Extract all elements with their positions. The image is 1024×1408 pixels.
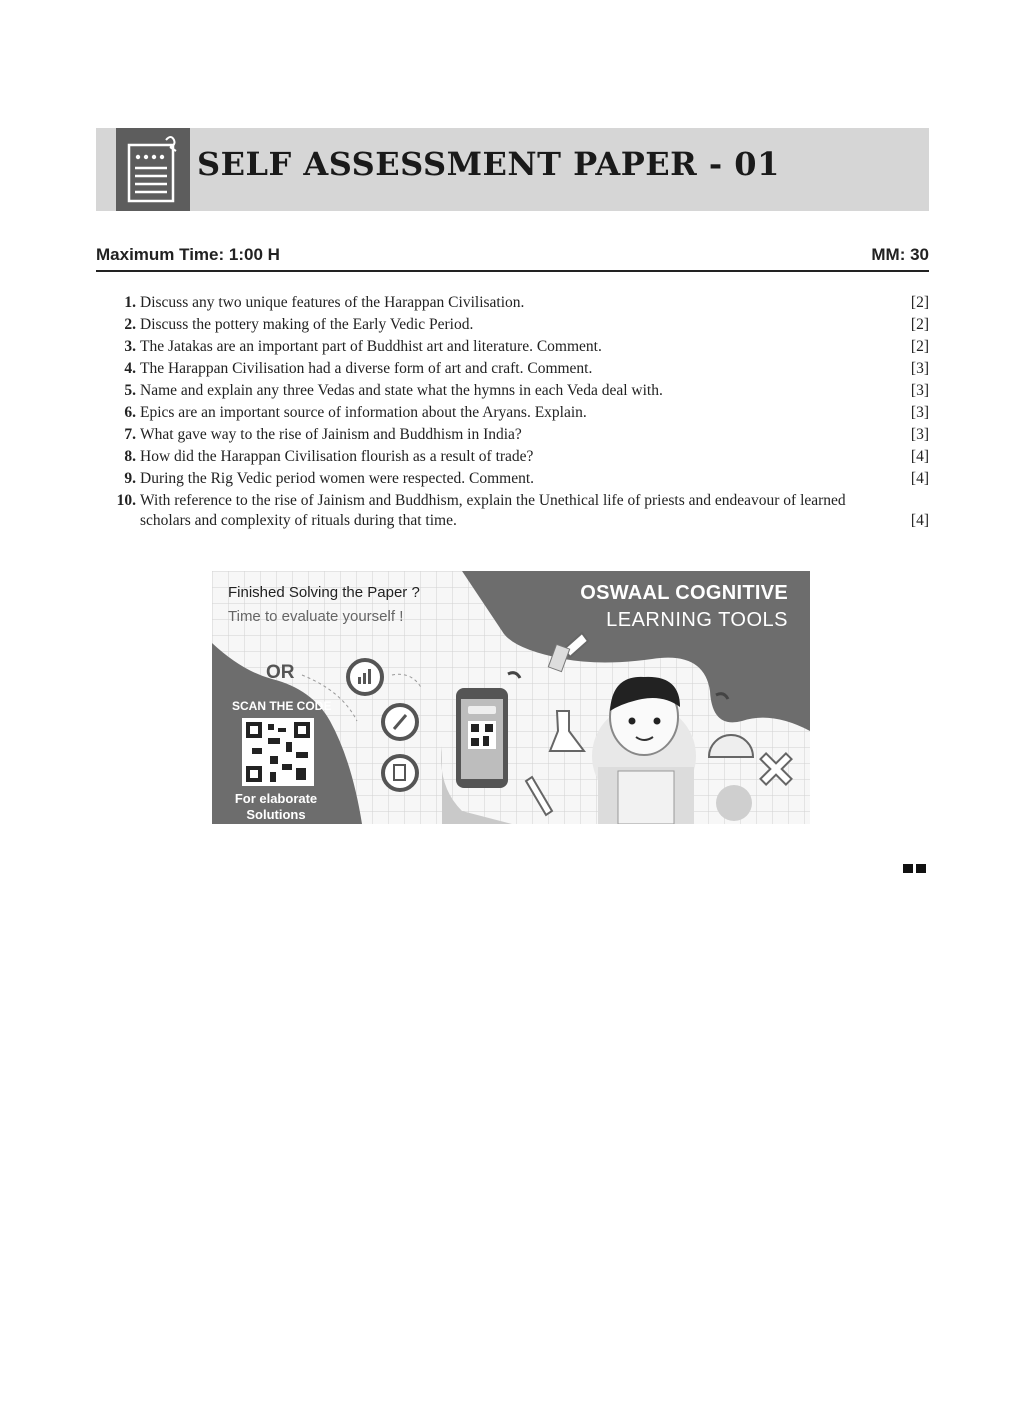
- question-item: [112, 491, 929, 531]
- max-time: Maximum Time: 1:00 H: [96, 245, 280, 264]
- question-item: [112, 359, 929, 379]
- question-item: [112, 469, 929, 489]
- question-list: [112, 293, 929, 533]
- paper-title: SELF ASSESSMENT PAPER - 01: [197, 145, 780, 183]
- question-marks: [4]: [910, 512, 929, 529]
- question-marks: [4]: [910, 448, 929, 465]
- question-marks: [3]: [910, 404, 929, 421]
- question-text: The Jatakas are an important part of Buddhist art and literature. Comment.: [140, 338, 602, 355]
- question-number: 2.: [124, 316, 136, 333]
- question-text: Discuss any two unique features of the Harappan Civilisation.: [140, 294, 525, 311]
- question-text: During the Rig Vedic period women were respected. Comment.: [140, 470, 535, 487]
- question-marks: [3]: [910, 382, 929, 399]
- chart-icon: [348, 660, 382, 694]
- brand-title: OSWAAL COGNITIVE: [580, 582, 788, 604]
- question-number: 10.: [116, 492, 136, 509]
- title-banner: [96, 128, 929, 211]
- question-marks: [3]: [910, 360, 929, 377]
- question-item: [112, 403, 929, 423]
- question-item: [112, 337, 929, 357]
- question-item: [112, 293, 929, 313]
- promo-line-1: Finished Solving the Paper ?: [228, 584, 420, 601]
- brand-subtitle: LEARNING TOOLS: [606, 609, 788, 631]
- question-text: How did the Harappan Civilisation flourish as a result of trade?: [140, 448, 534, 465]
- question-number: 8.: [124, 448, 136, 465]
- qr-code-icon: [242, 718, 314, 786]
- question-marks: [3]: [910, 426, 929, 443]
- question-number: 6.: [124, 404, 136, 421]
- question-text: The Harappan Civilisation had a diverse form of art and craft. Comment.: [140, 360, 593, 377]
- question-text: Epics are an important source of information about the Aryans. Explain.: [140, 404, 587, 421]
- elaborate-solutions-label: For elaborate Solutions: [234, 791, 318, 822]
- question-item: [112, 381, 929, 401]
- promo-banner: [212, 571, 810, 824]
- question-marks: [2]: [910, 294, 929, 311]
- promo-line-2: Time to evaluate yourself !: [228, 608, 404, 625]
- worksheet-icon: [116, 128, 190, 211]
- question-item: [112, 447, 929, 467]
- paper-meta: [96, 244, 929, 272]
- question-number: 5.: [124, 382, 136, 399]
- question-marks: [4]: [910, 470, 929, 487]
- question-number: 9.: [124, 470, 136, 487]
- question-number: 7.: [124, 426, 136, 443]
- question-marks: [2]: [910, 316, 929, 333]
- question-number: 4.: [124, 360, 136, 377]
- question-item: [112, 315, 929, 335]
- question-marks: [2]: [910, 338, 929, 355]
- pencil-icon: [383, 705, 417, 739]
- document-icon: [383, 756, 417, 790]
- question-item: [112, 425, 929, 445]
- question-text: With reference to the rise of Jainism and Buddhism, explain the Unethical life of priests and endeavour of learned scholars and complexity of rituals during that time.: [140, 492, 846, 529]
- page-marker-icon: [903, 864, 927, 873]
- question-number: 1.: [124, 294, 136, 311]
- question-text: Discuss the pottery making of the Early Vedic Period.: [140, 316, 474, 333]
- question-text: Name and explain any three Vedas and state what the hymns in each Veda deal with.: [140, 382, 663, 399]
- question-text: What gave way to the rise of Jainism and Buddhism in India?: [140, 426, 522, 443]
- question-number: 3.: [124, 338, 136, 355]
- max-marks: MM: 30: [871, 245, 929, 264]
- or-label: OR: [266, 662, 295, 683]
- scan-code-label: SCAN THE CODE: [232, 699, 332, 713]
